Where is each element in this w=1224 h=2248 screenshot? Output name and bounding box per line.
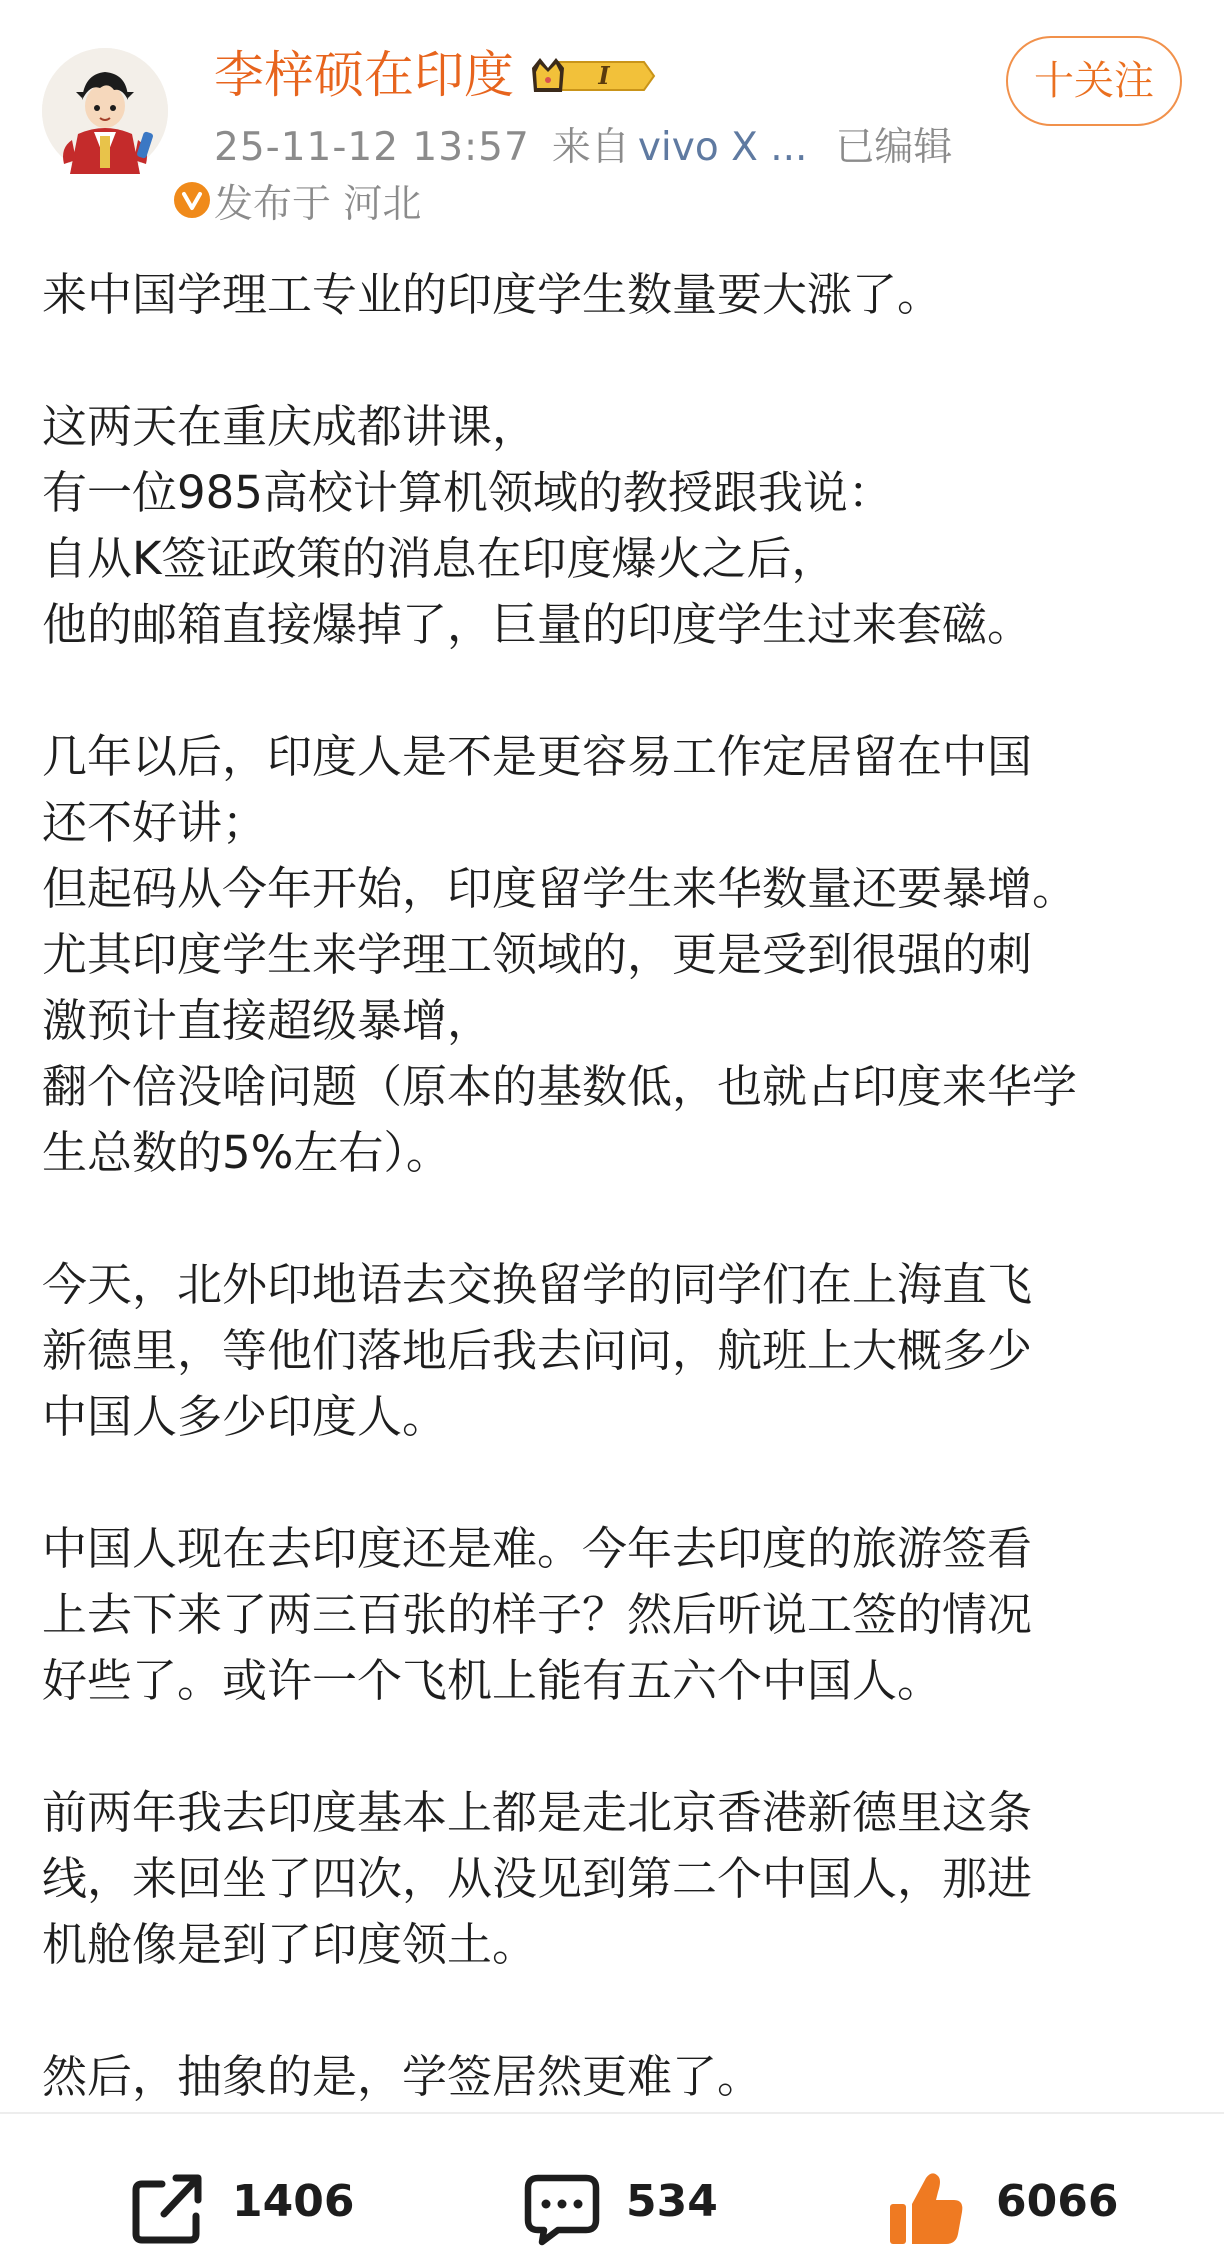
verified-badge-icon: [170, 178, 214, 222]
device-link[interactable]: vivo X ...: [637, 125, 808, 170]
post-line: 来中国学理工专业的印度学生数量要大涨了。: [42, 268, 943, 321]
post-line: 前两年我去印度基本上都是走北京香港新德里这条: [42, 1786, 1033, 1839]
post-line: 激预计直接超级暴增，: [42, 994, 493, 1047]
post-location: 发布于 河北: [214, 182, 422, 227]
post-line: 然后，抽象的是，学签居然更难了。: [42, 2050, 763, 2103]
post-line: 翻个倍没啥问题（原本的基数低，也就占印度来华学: [42, 1060, 1078, 1113]
follow-button[interactable]: 十关注: [1006, 36, 1182, 126]
crown-level-badge-icon: [526, 50, 656, 102]
level-text: I: [598, 61, 610, 90]
post-content: [42, 262, 1192, 2110]
action-bar: [0, 2114, 1224, 2227]
share-icon: [128, 2168, 208, 2248]
post-line: 还不好讲；: [42, 796, 268, 849]
thumbs-up-icon: [886, 2168, 966, 2248]
like-count: 6066: [996, 2176, 1119, 2227]
post-timestamp: 25-11-12 13:57: [214, 125, 530, 170]
post-line: 但起码从今年开始，印度留学生来华数量还要暴增。: [42, 862, 1078, 915]
post-line: 有一位985高校计算机领域的教授跟我说：: [42, 466, 893, 519]
post-line: 几年以后，印度人是不是更容易工作定居留在中国: [42, 730, 1033, 783]
post-line: 生总数的5%左右）。: [42, 1126, 451, 1179]
post-line: 他的邮箱直接爆掉了，巨量的印度学生过来套磁。: [42, 598, 1033, 651]
post-line: 线，来回坐了四次，从没见到第二个中国人，那进: [42, 1852, 1033, 1905]
post-line: 今天，北外印地语去交换留学的同学们在上海直飞: [42, 1258, 1033, 1311]
post-line: 中国人多少印度人。: [42, 1390, 448, 1443]
edited-label[interactable]: 已编辑: [835, 125, 953, 170]
post-meta: [214, 118, 952, 178]
author-avatar[interactable]: [42, 48, 168, 174]
post-line: 新德里，等他们落地后我去问问，航班上大概多少: [42, 1324, 1033, 1377]
repost-count: 1406: [232, 2176, 355, 2227]
source-label: 来自: [551, 125, 630, 170]
post-header: [0, 0, 1224, 230]
post-line: 好些了。或许一个飞机上能有五六个中国人。: [42, 1654, 943, 1707]
comment-bubble-icon: [522, 2168, 602, 2248]
post-line: 自从K签证政策的消息在印度爆火之后，: [42, 532, 837, 585]
author-name[interactable]: 李梓硕在印度: [214, 46, 514, 104]
comment-count: 534: [626, 2176, 718, 2227]
cartoon-avatar-icon: [42, 48, 168, 174]
post-line: 上去下来了两三百张的样子？然后听说工签的情况: [42, 1588, 1033, 1641]
post-line: 中国人现在去印度还是难。今年去印度的旅游签看: [42, 1522, 1033, 1575]
post-line: 这两天在重庆成都讲课，: [42, 400, 538, 453]
post-line: 机舱像是到了印度领土。: [42, 1918, 538, 1971]
post-line: 尤其印度学生来学理工领域的，更是受到很强的刺: [42, 928, 1033, 981]
